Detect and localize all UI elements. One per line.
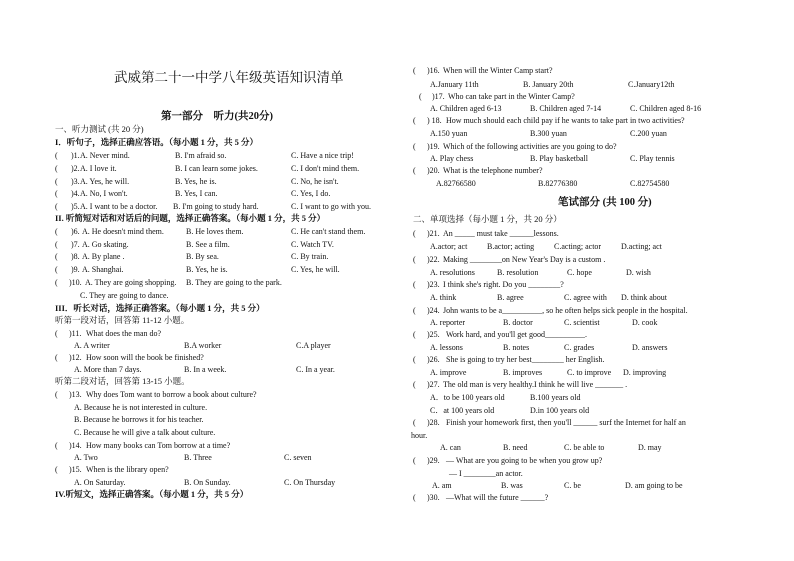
question-30 [0,492,794,503]
question-number: )6. [71,227,80,236]
option-d: D.in 100 years old [530,406,590,415]
answer-bracket: ( [55,390,58,399]
question-24 [0,305,794,316]
question-22 [0,254,794,265]
question-17 [0,91,794,102]
question-stem: How many books can Tom borrow at a time? [86,441,231,450]
answer-bracket: ( [413,380,416,389]
question-stem: Which of the following activities are you going to do? [443,142,617,151]
option-d: D. may [638,443,662,452]
question-19-options [0,153,794,164]
question-stem: John wants to be a__________, so he often helps sick people in the hospital. [443,306,688,315]
question-stem: When is the library open? [86,465,169,474]
option-c: C. seven [284,453,312,462]
answer-bracket: ( [413,116,416,125]
question-29-options [0,480,794,491]
option-b: B.A worker [184,341,222,350]
question-18-options [0,128,794,139]
answer-bracket: ( [55,240,58,249]
question-26-options [0,367,794,378]
option-a: A. Shanghai. [82,265,124,274]
question-stem-continued: hour. [411,431,428,440]
option-a: A. Because he is not interested in culture. [74,403,208,412]
option-c: C. I don't mind them. [291,164,360,173]
option-c: C. Yes, he will. [291,265,340,274]
question-22-options [0,267,794,278]
question-stem: Why does Tom want to borrow a book about culture? [86,390,257,399]
single-choice-section-row [0,214,794,225]
option-a: A. I love it. [80,164,117,173]
option-c: C. He can't stand them. [291,227,366,236]
option-b: B. On Sunday. [184,478,231,487]
option-c: C. No, he isn't. [291,177,339,186]
answer-bracket: ( [55,177,58,186]
question-29-reply [0,468,794,479]
answer-bracket: ( [413,306,416,315]
option-c: C. In a year. [296,365,335,374]
question-25 [0,329,794,340]
option-c: C. grades [564,343,595,352]
option-b: B. See a film. [186,240,230,249]
question-number: )22. [427,255,440,264]
option-d: D. answers [632,343,668,352]
option-c: C.acting; actor [554,242,602,251]
option-a: A. He doesn't mind them. [82,227,164,236]
option-a: A. A writer [74,341,110,350]
option-b: B. I can learn some jokes. [175,164,258,173]
option-b: B. Yes, he is. [186,265,228,274]
answer-bracket: ( [413,142,416,151]
dialog-2-instruction: 听第二段对话，回答第 13-15 小题。 [55,376,190,386]
written-heading-row [0,196,794,209]
question-number: )23. [427,280,440,289]
option-b: B. agree [497,293,524,302]
page-title: 武威第二十一中学八年级英语知识清单 [114,70,344,85]
option-b: B. was [501,481,523,490]
part-iv-instruction: IV.听短文，选择正确答案。（每小题 1 分，共 5 分） [55,489,249,499]
option-a: A. Two [74,453,98,462]
option-b: B. In a week. [184,365,227,374]
listening-section-title: 一、听力测试 (共 20 分) [55,124,144,134]
answer-bracket: ( [55,151,58,160]
question-18 [0,115,794,126]
question-number: )17. [432,92,445,101]
option-b: B. Because he borrows it for his teacher. [74,415,204,424]
question-number: )4. [71,189,80,198]
answer-bracket: ( [413,418,416,427]
question-stem: How much should each child pay if he wants to take part in two activities? [446,116,685,125]
option-a: A. Go skating. [82,240,129,249]
question-number: )2. [71,164,80,173]
option-c: C.A player [296,341,331,350]
question-number: ) 18. [427,116,442,125]
question-29 [0,455,794,466]
question-27 [0,379,794,390]
question-stem: —What will the future ______? [446,493,549,502]
answer-bracket: ( [55,441,58,450]
option-b: B. Yes, I can. [175,189,218,198]
answer-bracket: ( [413,66,416,75]
question-number: )13. [69,390,82,399]
question-number: )3. [71,177,80,186]
question-stem-continued: — I ________an actor. [449,469,523,478]
answer-bracket: ( [55,252,58,261]
part-i-instruction: I．听句子，选择正确应答语。（每小题 1 分，共 5 分） [55,137,259,147]
question-number: )10. [69,278,82,287]
option-a: A. Play chess [430,154,474,163]
option-b: B.300 yuan [530,129,567,138]
question-number: )16. [427,66,440,75]
question-16 [0,65,794,76]
answer-bracket: ( [55,329,58,338]
option-c: C. Watch TV. [291,240,334,249]
option-b: B. I'm afraid so. [175,151,227,160]
option-a: A. can [440,443,461,452]
question-23-options [0,292,794,303]
option-c: C. Have a nice trip! [291,151,354,160]
answer-bracket: ( [413,166,416,175]
question-stem: Who can take part in the Winter Camp? [448,92,575,101]
option-b: B. Play basketball [530,154,588,163]
part-ii-instruction: II. 听简短对话和对话后的问题，选择正确答案。（每小题 1 分，共 5 分） [55,213,326,223]
option-b: B. Yes, he is. [175,177,217,186]
option-a: A. Never mind. [80,151,130,160]
option-c: C. By train. [291,252,329,261]
option-b: B. need [503,443,528,452]
option-b: B. doctor [503,318,533,327]
option-a: A. reporter [430,318,466,327]
question-stem: Finish your homework first, then you'll ______ surf the Internet for half an [446,418,686,427]
question-20-options [0,178,794,189]
option-c: C. scientist [564,318,600,327]
option-c: C．at 100 years old [430,406,495,415]
question-number: )9. [71,265,80,274]
option-b: B. January 20th [523,80,574,89]
answer-bracket: ( [55,202,58,211]
question-stem: An _____ must take ______lessons. [443,229,559,238]
question-number: )1. [71,151,80,160]
option-a: A. They are going shopping. [85,278,177,287]
option-b: B. They are going to the park. [186,278,282,287]
option-a: A. resolutions [430,268,475,277]
option-c: C. I want to go with you. [291,202,371,211]
question-23 [0,279,794,290]
answer-bracket: ( [413,280,416,289]
option-b: B. resolution [497,268,539,277]
answer-bracket: ( [419,92,422,101]
listening-part-heading: 第一部分 听力(共20分) [161,111,273,122]
question-stem: The old man is very healthy.I think he will live _______ . [443,380,628,389]
option-d: D. am going to be [625,481,683,490]
question-number: )25. [427,330,440,339]
option-c: C. hope [567,268,592,277]
question-number: )14. [69,441,82,450]
answer-bracket: ( [413,255,416,264]
option-c: C. On Thursday [284,478,336,487]
question-16-options [0,79,794,90]
option-b: B. notes [503,343,530,352]
option-c: C.January12th [628,80,675,89]
question-28-continued [0,430,794,441]
option-a: A. improve [430,368,467,377]
question-stem: Making ________on New Year's Day is a custom . [443,255,606,264]
question-number: )15. [69,465,82,474]
option-c: C. Because he will give a talk about culture. [74,428,216,437]
option-a: A.actor; act [430,242,468,251]
question-21-options [0,241,794,252]
answer-bracket: ( [413,355,416,364]
option-b: B. improves [503,368,543,377]
question-number: )27. [427,380,440,389]
answer-bracket: ( [413,493,416,502]
question-number: )12. [69,353,82,362]
option-a: A. Children aged 6-13 [430,104,502,113]
answer-bracket: ( [55,227,58,236]
option-a: A. No, I won't. [80,189,128,198]
option-a: A. On Saturday. [74,478,126,487]
option-d: D. improving [623,368,667,377]
option-c: C. Yes, I do. [291,189,331,198]
option-c: C. They are going to dance. [80,291,169,300]
question-24-options [0,317,794,328]
answer-bracket: ( [55,353,58,362]
answer-bracket: ( [413,456,416,465]
option-c: C.200 yuan [630,129,667,138]
question-28-options [0,442,794,453]
question-21 [0,228,794,239]
question-27-options-ab [0,392,794,403]
question-number: )30. [427,493,440,502]
option-c: C. Children aged 8-16 [630,104,702,113]
option-c: C. Play tennis [630,154,675,163]
option-a: A. By plane . [82,252,125,261]
question-number: )11. [69,329,82,338]
option-a: A. I want to be a doctor. [80,202,158,211]
question-stem: What is the telephone number? [443,166,543,175]
question-17-options [0,103,794,114]
question-stem: What does the man do? [86,329,162,338]
option-a: A. Yes, he will. [80,177,130,186]
option-c: C. agree with [564,293,607,302]
question-26 [0,354,794,365]
option-a: A. am [432,481,452,490]
question-20 [0,165,794,176]
written-part-heading: 笔试部分 (共 100 分) [558,197,652,208]
option-a: A. think [430,293,457,302]
answer-bracket: ( [55,164,58,173]
option-b: B.100 years old [530,393,581,402]
question-number: )5. [71,202,80,211]
question-stem: I think she's right. Do you ________? [443,280,564,289]
question-number: )7. [71,240,80,249]
option-a: A.150 yuan [430,129,468,138]
option-d: D. wish [626,268,651,277]
option-c: C. be [564,481,581,490]
question-stem: — What are you going to be when you grow up? [446,456,603,465]
option-c: C. to improve [567,368,612,377]
option-b: B.actor; acting [487,242,535,251]
question-number: )28. [427,418,440,427]
question-number: )20. [427,166,440,175]
option-b: B. I'm going to study hard. [173,202,259,211]
answer-bracket: ( [55,265,58,274]
option-a: A.82766580 [436,179,476,188]
option-b: B. He loves them. [186,227,244,236]
single-choice-instruction: 二、单项选择（每小题 1 分，共 20 分） [413,214,562,224]
option-b: B. By sea. [186,252,219,261]
option-b: B. Children aged 7-14 [530,104,602,113]
question-stem: When will the Winter Camp start? [443,66,553,75]
answer-bracket: ( [55,465,58,474]
question-25-options [0,342,794,353]
question-27-options-cd [0,405,794,416]
answer-bracket: ( [413,330,416,339]
dialog-1-instruction: 听第一段对话，回答第 11-12 小题。 [55,315,190,325]
question-number: )8. [71,252,80,261]
answer-bracket: ( [55,189,58,198]
question-number: )26. [427,355,440,364]
question-stem: How soon will the book be finished? [86,353,204,362]
option-a: A.January 11th [430,80,479,89]
question-stem: She is going to try her best________ her English. [446,355,605,364]
answer-bracket: ( [55,278,58,287]
option-d: D. think about [621,293,667,302]
option-a: A．to be 100 years old [430,393,505,402]
option-b: B. Three [184,453,212,462]
option-a: A. More than 7 days. [74,365,142,374]
question-number: )29. [427,456,440,465]
option-d: D. cook [632,318,658,327]
question-28 [0,417,794,428]
option-b: B.82776380 [538,179,578,188]
question-number: )19. [427,142,440,151]
answer-bracket: ( [413,229,416,238]
question-number: )21. [427,229,440,238]
option-d: D.acting; act [621,242,662,251]
question-19 [0,141,794,152]
part-iii-instruction: III．听长对话，选择正确答案。（每小题 1 分，共 5 分） [55,303,265,313]
question-stem: Work hard, and you'll get good__________. [446,330,587,339]
option-c: C. be able to [564,443,605,452]
option-c: C.82754580 [630,179,670,188]
option-a: A. lessons [430,343,463,352]
question-number: )24. [427,306,440,315]
